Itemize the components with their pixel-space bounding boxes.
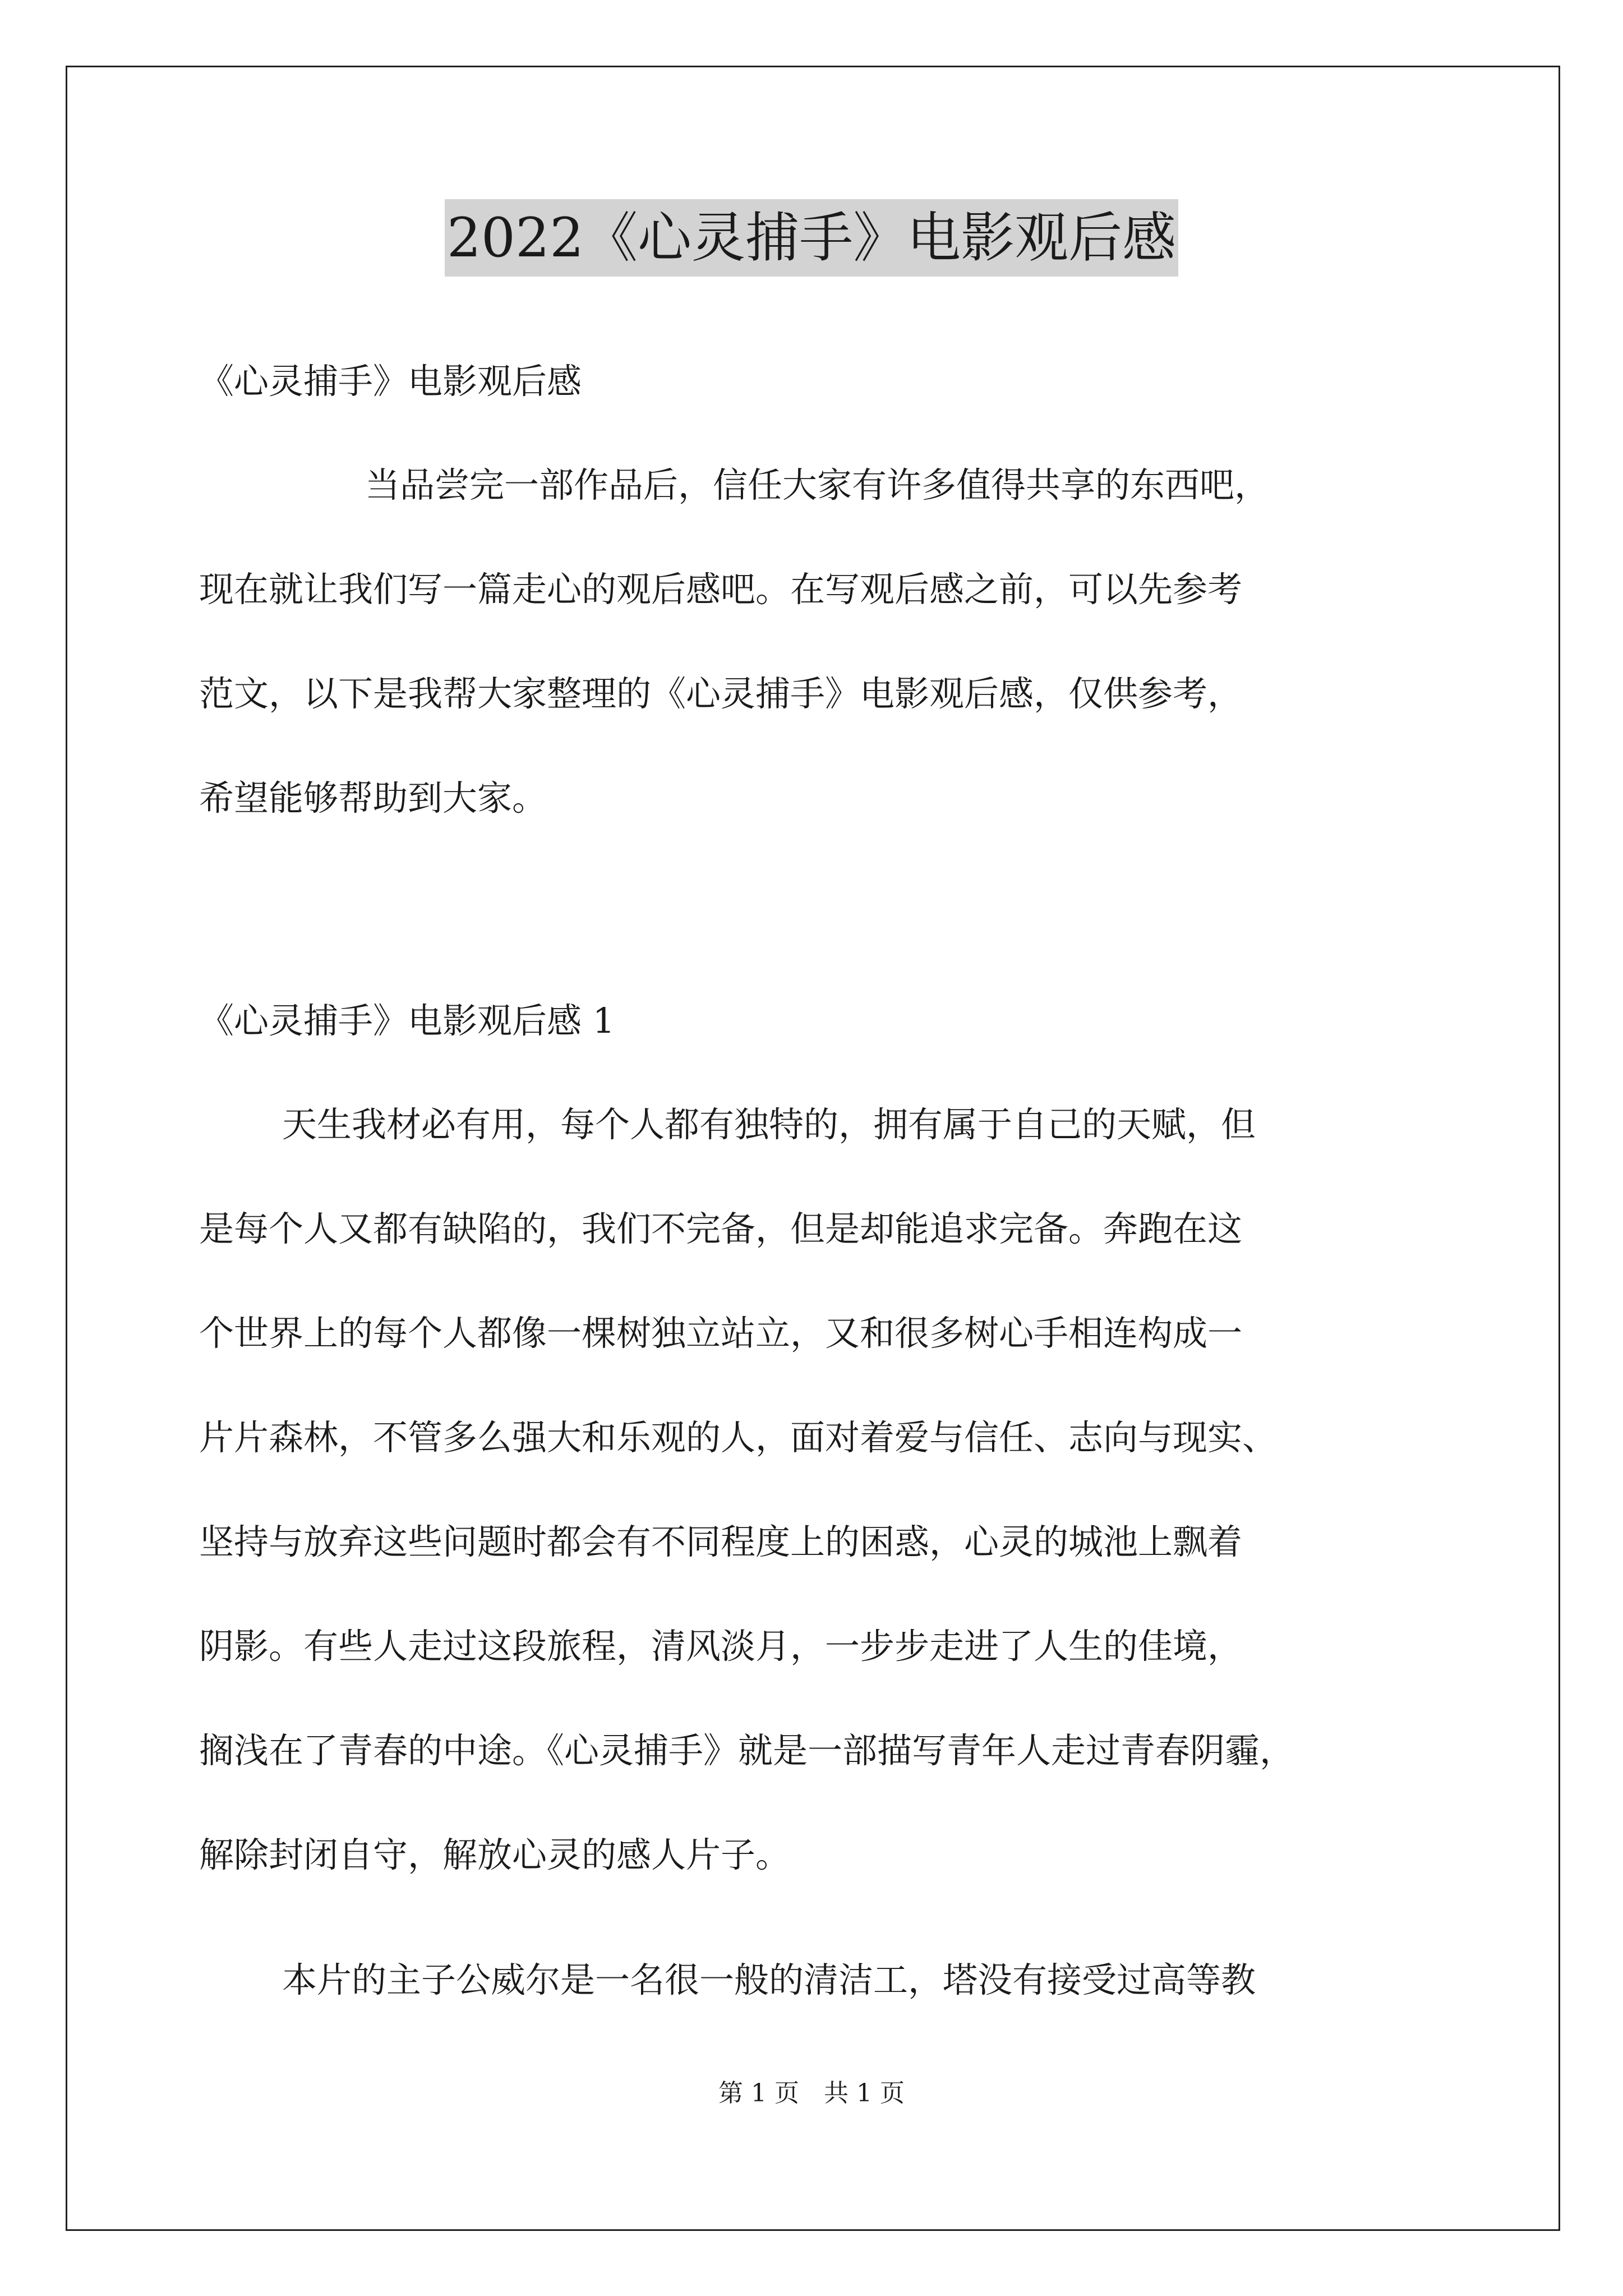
- title-container: [0, 199, 1623, 277]
- body-paragraph-1: [199, 1102, 1444, 1937]
- body-paragraph-2: [199, 1958, 1444, 2062]
- intro-line: 现在就让我们写一篇走心的观后感吧。在写观后感之前，可以先参考: [199, 569, 1243, 610]
- paragraph-line: 片片森林，不管多么强大和乐观的人，面对着爱与信任、志向与现实、: [199, 1417, 1278, 1458]
- paragraph-line: 解除封闭自守，解放心灵的感人片子。: [199, 1834, 791, 1875]
- paragraph-line: 是每个人又都有缺陷的，我们不完备，但是却能追求完备。奔跑在这: [199, 1208, 1243, 1249]
- intro-line: 范文，以下是我帮大家整理的《心灵捕手》电影观后感，仅供参考，: [199, 673, 1243, 714]
- subheading: 《心灵捕手》电影观后感: [199, 361, 582, 402]
- intro-line: 希望能够帮助到大家。: [199, 777, 547, 818]
- page-footer: 第 1 页 共 1 页: [718, 2079, 905, 2108]
- paragraph-line: 本片的主子公威尔是一名很一般的清洁工，塔没有接受过高等教: [282, 1959, 1256, 2000]
- section-heading: 《心灵捕手》电影观后感 1: [199, 1000, 615, 1041]
- paragraph-line: 搁浅在了青春的中途。《心灵捕手》就是一部描写青年人走过青春阴霾，: [199, 1730, 1295, 1771]
- intro-line: 当品尝完一部作品后，信任大家有许多值得共享的东西吧，: [365, 464, 1270, 505]
- paragraph-line: 坚持与放弃这些问题时都会有不同程度上的困惑，心灵的城池上飘着: [199, 1521, 1243, 1562]
- paragraph-line: 阴影。有些人走过这段旅程，清风淡月，一步步走进了人生的佳境，: [199, 1626, 1243, 1667]
- document-title: 2022《心灵捕手》电影观后感: [445, 199, 1178, 277]
- paragraph-line: 个世界上的每个人都像一棵树独立站立，又和很多树心手相连构成一: [199, 1313, 1243, 1354]
- intro-paragraph: [199, 463, 1444, 880]
- paragraph-line: 天生我材必有用，每个人都有独特的，拥有属于自己的天赋，但: [282, 1104, 1256, 1145]
